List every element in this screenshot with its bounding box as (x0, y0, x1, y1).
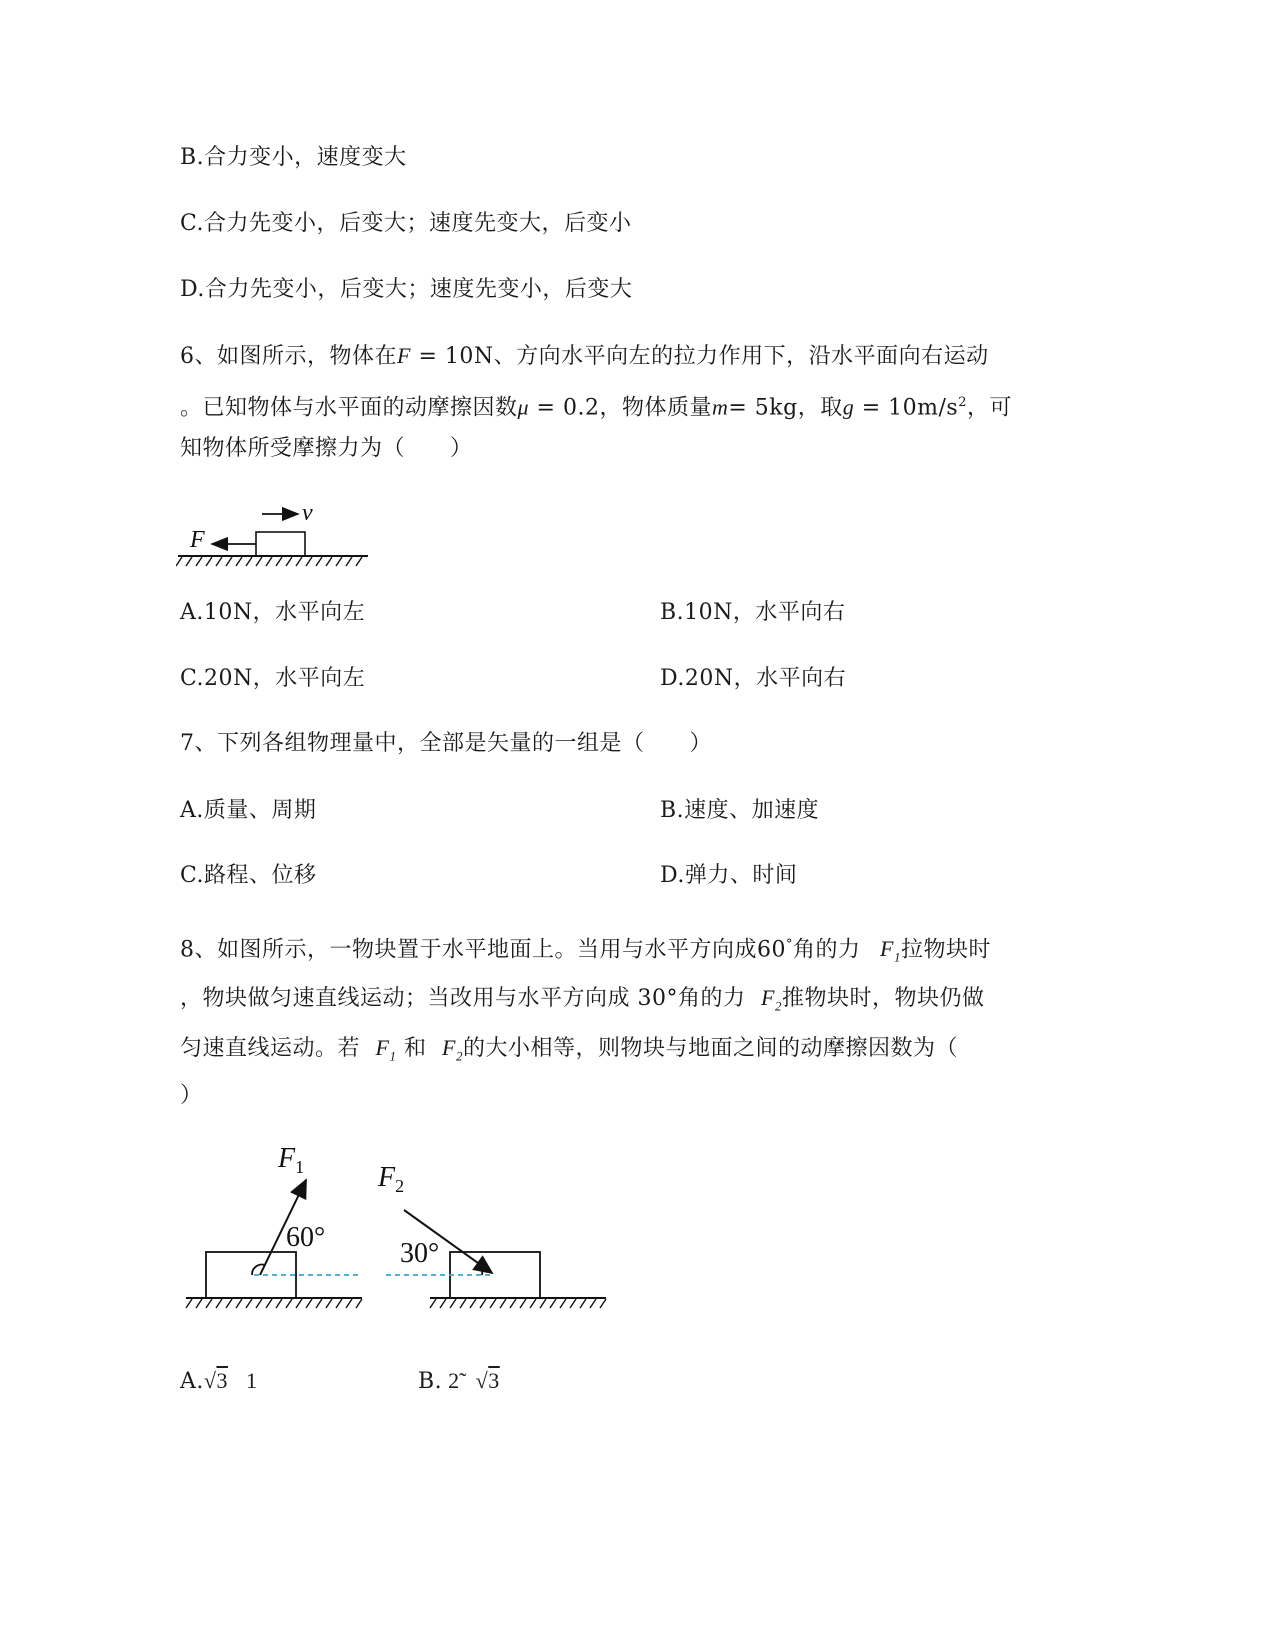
exponent: 2 (958, 395, 967, 410)
q6-option-a: A.10N，水平向左 (180, 600, 366, 625)
q8-text: 拉物块时 (900, 937, 991, 963)
option-letter: A. (180, 1369, 204, 1394)
option-letter: B. (418, 1369, 443, 1394)
q6-text: ，可 (966, 395, 1012, 421)
q6-stem-line2 (180, 388, 1012, 423)
force-f1-symbol (375, 1035, 397, 1064)
q7-option-b: B.速度、加速度 (660, 798, 820, 823)
radicand: 3 (216, 1368, 228, 1393)
q8-option-a (180, 1366, 257, 1397)
q6-text: = 5kg，取 (728, 395, 843, 421)
f-letter: F (880, 936, 894, 962)
q6-text: 。已知物体与水平面的动摩擦因数 (180, 395, 518, 421)
q8-stem-line4: ） (180, 1083, 203, 1108)
q8-option-b (418, 1366, 500, 1397)
q8-two-blocks-diagram (182, 1140, 612, 1320)
q5-option-c: C.合力先变小，后变大；速度先变大，后变小 (180, 211, 632, 236)
sqrt-sign: √ (475, 1368, 489, 1393)
force-label: F (190, 527, 205, 553)
ground-hatching (186, 1299, 362, 1308)
q8-stem-line3 (180, 1033, 958, 1071)
option-value: 2̃ (448, 1368, 460, 1393)
q7-stem: 7、下列各组物理量中，全部是矢量的一组是（ ） (180, 731, 712, 756)
subscript: 2 (455, 1048, 463, 1064)
q7-option-c: C.路程、位移 (180, 863, 317, 888)
force-f2-symbol (441, 1035, 463, 1064)
q8-text: ，物块做匀速直线运动；当改用与水平方向成 30°角的力 (180, 986, 746, 1011)
q6-option-b: B.10N，水平向右 (660, 600, 846, 625)
q6-text: 6、如图所示，物体在 (180, 344, 397, 369)
f2-label: $F_2$ (378, 1162, 405, 1196)
q8-text: 和 (403, 1036, 427, 1061)
q6-option-d: D.20N，水平向右 (660, 666, 847, 691)
q5-option-d: D.合力先变小，后变大；速度先变小，后变大 (180, 277, 633, 302)
q6-text: = 10m/s (854, 395, 959, 421)
q8-text: 的大小相等，则物块与地面之间的动摩擦因数为（ (462, 1036, 958, 1061)
f-letter: F (375, 1035, 390, 1060)
block (450, 1252, 540, 1298)
left-setup (186, 1143, 362, 1308)
q6-option-c: C.20N，水平向左 (180, 666, 366, 691)
angle-60-label: 60° (286, 1222, 326, 1253)
q6-stem-line1 (180, 341, 989, 372)
f1-label: $F_1$ (278, 1143, 305, 1177)
force-f1-symbol (880, 936, 901, 965)
q6-text: = 10N、方向水平向左的拉力作用下，沿水平面向右运动 (410, 344, 989, 369)
f-letter: F (761, 985, 775, 1010)
mu-symbol: μ (517, 394, 530, 420)
ground-hatching (176, 557, 362, 566)
q6-text: = 0.2，物体质量 (529, 395, 712, 421)
subscript: 1 (389, 1048, 397, 1064)
right-setup (377, 1162, 606, 1308)
subscript: 2 (774, 998, 782, 1014)
q8-text: 匀速直线运动。若 (180, 1036, 361, 1061)
mass-symbol: m (711, 394, 729, 420)
f-letter: F (441, 1035, 456, 1060)
force-f2-symbol (761, 985, 782, 1014)
q7-option-d: D.弹力、时间 (660, 863, 798, 888)
q8-stem-line2 (180, 983, 984, 1021)
velocity-label: v (302, 500, 313, 526)
radicand: 3 (488, 1368, 500, 1393)
q7-option-a: A.质量、周期 (180, 798, 317, 823)
q8-text: 8、如图所示，一物块置于水平地面上。当用与水平方向成60 (180, 937, 786, 963)
q8-stem-line1 (180, 930, 991, 973)
subscript: 1 (893, 949, 901, 965)
q6-block-diagram (176, 498, 376, 570)
sqrt-sign: √ (203, 1368, 217, 1393)
q5-option-b: B.合力变小，速度变大 (180, 145, 407, 170)
ground-hatching (430, 1299, 606, 1308)
block (256, 532, 305, 556)
option-value: 1 (245, 1368, 258, 1393)
q8-text: 推物块时，物块仍做 (781, 986, 985, 1011)
force-symbol: F (397, 343, 411, 368)
q6-stem-line3: 知物体所受摩擦力为（ ） (180, 436, 473, 461)
degree-mark: ° (786, 937, 793, 952)
g-symbol: g (842, 394, 855, 420)
q8-text: 角的力 (793, 937, 861, 963)
angle-30-label: 30° (400, 1238, 440, 1269)
